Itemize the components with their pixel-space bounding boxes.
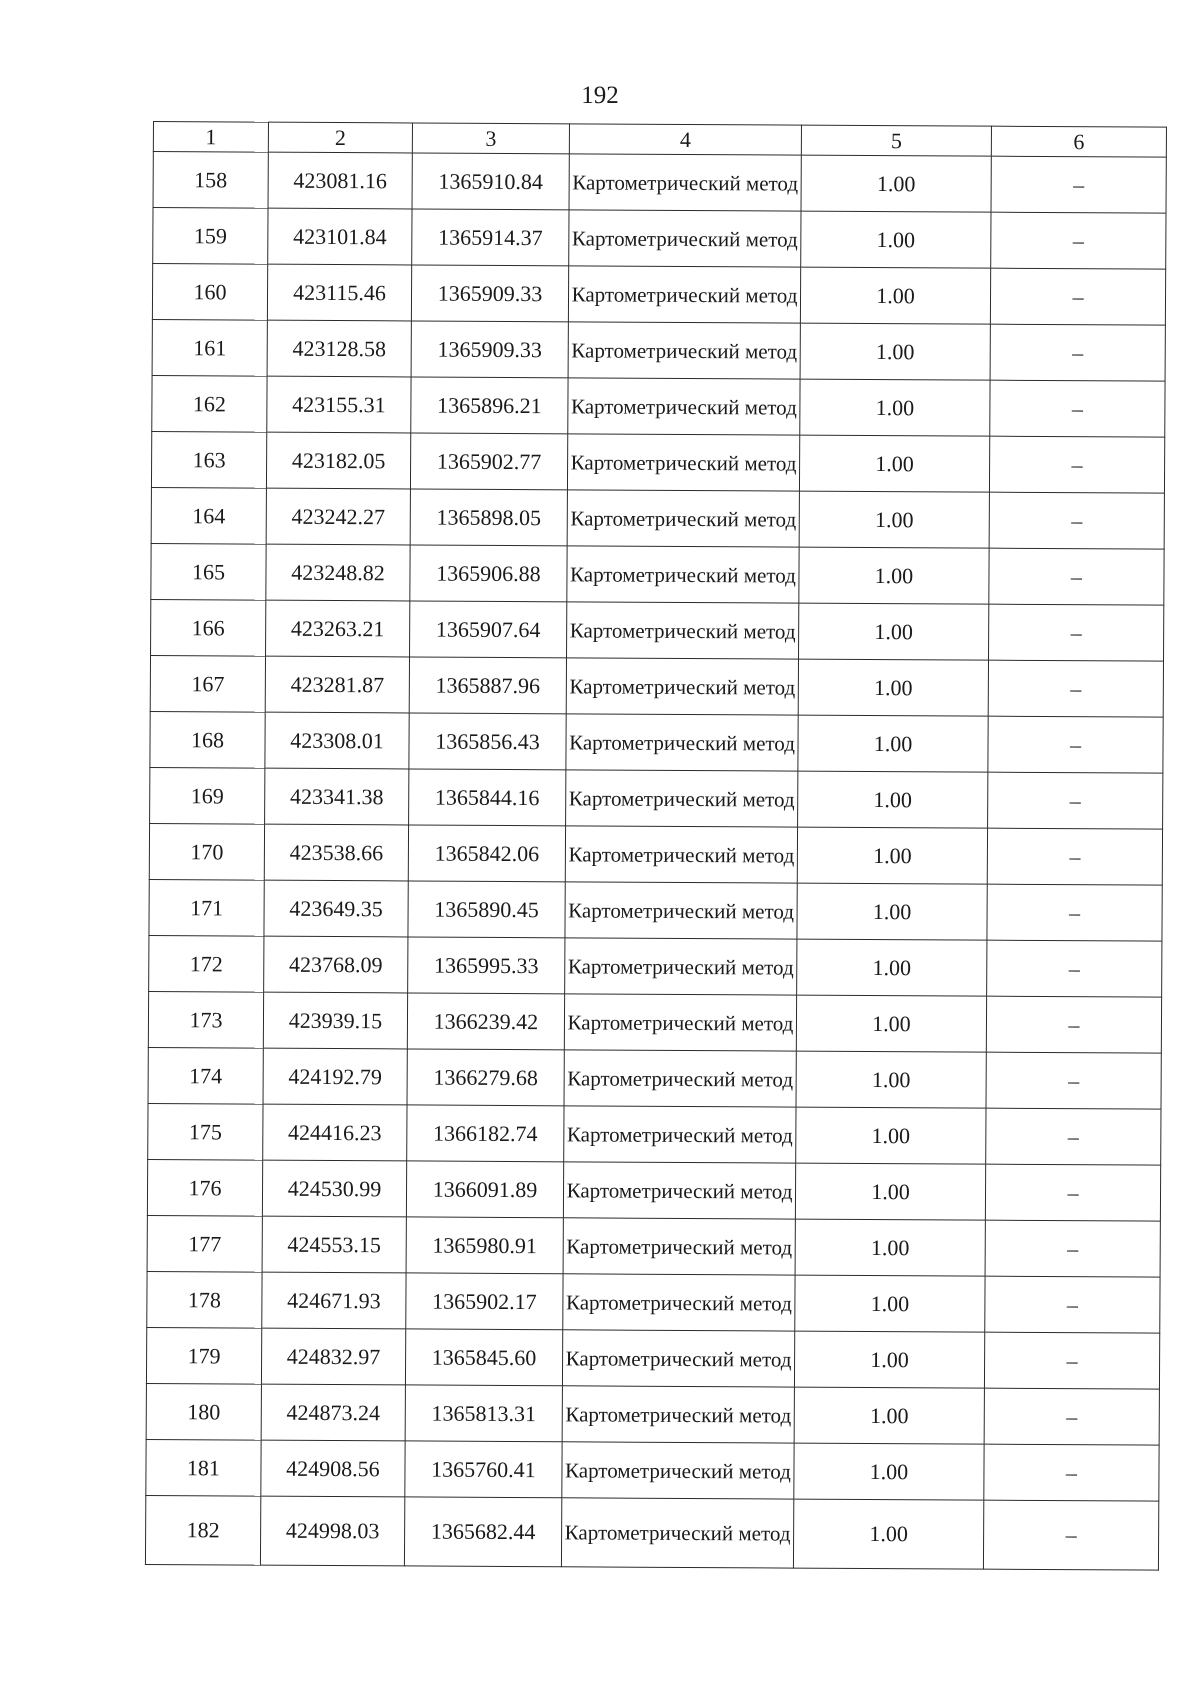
cell-accuracy: 1.00 xyxy=(801,155,991,212)
cell-method: Картометрический метод xyxy=(564,1050,796,1107)
cell-x-coordinate: 424998.03 xyxy=(260,1496,404,1566)
table-row xyxy=(146,1439,1159,1501)
cell-method: Картометрический метод xyxy=(563,1218,795,1275)
table-row xyxy=(149,879,1162,941)
cell-y-coordinate: 1365909.33 xyxy=(411,265,568,322)
cell-y-coordinate: 1365856.43 xyxy=(409,713,566,770)
cell-note: – xyxy=(984,1444,1159,1501)
column-header-3: 3 xyxy=(412,123,569,154)
cell-accuracy: 1.00 xyxy=(795,1275,985,1332)
cell-y-coordinate: 1365907.64 xyxy=(410,601,567,658)
cell-note: – xyxy=(988,772,1163,829)
column-header-6: 6 xyxy=(991,126,1166,157)
cell-x-coordinate: 424832.97 xyxy=(261,1328,405,1385)
cell-note: – xyxy=(985,1276,1160,1333)
cell-point-number: 176 xyxy=(147,1159,262,1216)
cell-method: Картометрический метод xyxy=(563,1162,795,1219)
cell-x-coordinate: 423939.15 xyxy=(263,992,407,1049)
cell-accuracy: 1.00 xyxy=(798,715,988,772)
cell-method: Картометрический метод xyxy=(565,826,797,883)
table-row xyxy=(150,767,1163,829)
table-row xyxy=(151,599,1164,661)
cell-accuracy: 1.00 xyxy=(795,1219,985,1276)
cell-y-coordinate: 1366239.42 xyxy=(407,993,564,1050)
cell-y-coordinate: 1365902.17 xyxy=(406,1273,563,1330)
cell-accuracy: 1.00 xyxy=(797,883,987,940)
cell-accuracy: 1.00 xyxy=(798,771,988,828)
cell-method: Картометрический метод xyxy=(562,1386,794,1443)
table-row xyxy=(152,264,1165,326)
table-row xyxy=(147,1159,1160,1221)
cell-accuracy: 1.00 xyxy=(800,267,990,324)
cell-accuracy: 1.00 xyxy=(796,995,986,1052)
cell-y-coordinate: 1365682.44 xyxy=(404,1497,561,1567)
cell-note: – xyxy=(989,436,1164,493)
cell-x-coordinate: 424416.23 xyxy=(263,1104,407,1161)
cell-method: Картометрический метод xyxy=(566,770,798,827)
table-row xyxy=(150,711,1163,773)
cell-note: – xyxy=(986,996,1161,1053)
cell-x-coordinate: 424553.15 xyxy=(262,1216,406,1273)
cell-accuracy: 1.00 xyxy=(795,1163,985,1220)
cell-method: Картометрический метод xyxy=(562,1330,794,1387)
cell-method: Картометрический метод xyxy=(562,1442,794,1499)
cell-x-coordinate: 423248.82 xyxy=(266,544,410,601)
cell-x-coordinate: 423538.66 xyxy=(264,824,408,881)
cell-x-coordinate: 423101.84 xyxy=(268,208,412,265)
cell-note: – xyxy=(989,548,1164,605)
cell-y-coordinate: 1365813.31 xyxy=(405,1385,562,1442)
cell-accuracy: 1.00 xyxy=(798,659,988,716)
table-row xyxy=(152,375,1165,437)
cell-method: Картометрический метод xyxy=(569,154,801,211)
cell-method: Картометрический метод xyxy=(563,1274,795,1331)
cell-method: Картометрический метод xyxy=(567,602,799,659)
cell-point-number: 173 xyxy=(148,991,263,1048)
cell-y-coordinate: 1365844.16 xyxy=(409,769,566,826)
cell-method: Картометрический метод xyxy=(567,490,799,547)
cell-x-coordinate: 424908.56 xyxy=(261,1440,405,1497)
cell-accuracy: 1.00 xyxy=(801,211,991,268)
cell-x-coordinate: 423182.05 xyxy=(266,432,410,489)
table-row xyxy=(153,208,1166,270)
cell-note: – xyxy=(985,1220,1160,1277)
table-row xyxy=(147,1271,1160,1333)
cell-x-coordinate: 424671.93 xyxy=(262,1272,406,1329)
cell-y-coordinate: 1365906.88 xyxy=(410,545,567,602)
cell-method: Картометрический метод xyxy=(566,714,798,771)
cell-point-number: 161 xyxy=(152,319,267,376)
cell-note: – xyxy=(984,1332,1159,1389)
coordinates-table xyxy=(145,121,1167,1571)
table-row xyxy=(152,319,1165,381)
cell-note: – xyxy=(988,716,1163,773)
cell-note: – xyxy=(990,380,1165,437)
column-header-4: 4 xyxy=(569,124,801,155)
cell-point-number: 178 xyxy=(147,1271,262,1328)
cell-x-coordinate: 423263.21 xyxy=(266,600,410,657)
cell-note: – xyxy=(983,1500,1158,1570)
column-header-5: 5 xyxy=(801,125,991,156)
cell-y-coordinate: 1365896.21 xyxy=(411,377,568,434)
cell-method: Картометрический метод xyxy=(566,658,798,715)
cell-point-number: 172 xyxy=(149,935,264,992)
cell-note: – xyxy=(987,884,1162,941)
cell-method: Картометрический метод xyxy=(568,266,800,323)
cell-method: Картометрический метод xyxy=(569,210,801,267)
cell-y-coordinate: 1365760.41 xyxy=(405,1441,562,1498)
cell-accuracy: 1.00 xyxy=(793,1499,983,1569)
cell-note: – xyxy=(990,324,1165,381)
cell-accuracy: 1.00 xyxy=(799,603,989,660)
cell-y-coordinate: 1365890.45 xyxy=(408,881,565,938)
cell-point-number: 167 xyxy=(150,655,265,712)
cell-note: – xyxy=(989,604,1164,661)
column-header-1: 1 xyxy=(153,122,268,153)
table-row xyxy=(153,152,1166,214)
cell-point-number: 160 xyxy=(152,264,267,321)
cell-note: – xyxy=(987,940,1162,997)
table-row xyxy=(147,1215,1160,1277)
cell-x-coordinate: 424873.24 xyxy=(261,1384,405,1441)
cell-method: Картометрический метод xyxy=(568,322,800,379)
cell-method: Картометрический метод xyxy=(561,1498,793,1568)
cell-accuracy: 1.00 xyxy=(794,1443,984,1500)
cell-point-number: 169 xyxy=(150,767,265,824)
page-number: 192 xyxy=(581,82,619,109)
column-header-2: 2 xyxy=(268,122,412,153)
table-row xyxy=(148,991,1161,1053)
cell-x-coordinate: 423649.35 xyxy=(264,880,408,937)
cell-note: – xyxy=(988,660,1163,717)
cell-y-coordinate: 1365909.33 xyxy=(411,321,568,378)
cell-note: – xyxy=(990,268,1165,325)
cell-x-coordinate: 423281.87 xyxy=(265,656,409,713)
cell-y-coordinate: 1366182.74 xyxy=(407,1105,564,1162)
cell-accuracy: 1.00 xyxy=(796,1107,986,1164)
cell-y-coordinate: 1365842.06 xyxy=(408,825,565,882)
cell-y-coordinate: 1365910.84 xyxy=(412,153,569,210)
cell-y-coordinate: 1365898.05 xyxy=(410,489,567,546)
cell-y-coordinate: 1365980.91 xyxy=(406,1217,563,1274)
table-row xyxy=(145,1495,1158,1570)
cell-x-coordinate: 424530.99 xyxy=(262,1160,406,1217)
cell-y-coordinate: 1365914.37 xyxy=(412,209,569,266)
cell-y-coordinate: 1365887.96 xyxy=(409,657,566,714)
cell-point-number: 163 xyxy=(151,431,266,488)
table-row xyxy=(146,1383,1159,1445)
table-row xyxy=(149,935,1162,997)
cell-accuracy: 1.00 xyxy=(796,1051,986,1108)
cell-method: Картометрический метод xyxy=(568,378,800,435)
cell-x-coordinate: 423768.09 xyxy=(264,936,408,993)
table-row xyxy=(151,543,1164,605)
cell-point-number: 177 xyxy=(147,1215,262,1272)
cell-x-coordinate: 423081.16 xyxy=(268,152,412,209)
cell-note: – xyxy=(985,1164,1160,1221)
cell-x-coordinate: 423242.27 xyxy=(266,488,410,545)
cell-point-number: 168 xyxy=(150,711,265,768)
cell-note: – xyxy=(991,156,1166,213)
cell-point-number: 175 xyxy=(148,1103,263,1160)
cell-accuracy: 1.00 xyxy=(800,379,990,436)
cell-y-coordinate: 1366091.89 xyxy=(406,1161,563,1218)
cell-note: – xyxy=(984,1388,1159,1445)
cell-y-coordinate: 1365902.77 xyxy=(410,433,567,490)
cell-point-number: 182 xyxy=(145,1495,260,1565)
cell-accuracy: 1.00 xyxy=(794,1331,984,1388)
cell-accuracy: 1.00 xyxy=(799,435,989,492)
cell-y-coordinate: 1365845.60 xyxy=(405,1329,562,1386)
cell-point-number: 180 xyxy=(146,1383,261,1440)
cell-point-number: 179 xyxy=(146,1327,261,1384)
cell-accuracy: 1.00 xyxy=(799,547,989,604)
cell-method: Картометрический метод xyxy=(565,938,797,995)
cell-note: – xyxy=(986,1108,1161,1165)
cell-note: – xyxy=(989,492,1164,549)
cell-method: Картометрический метод xyxy=(564,994,796,1051)
table-body xyxy=(145,152,1166,1571)
table-row xyxy=(150,655,1163,717)
cell-accuracy: 1.00 xyxy=(800,323,990,380)
cell-point-number: 171 xyxy=(149,879,264,936)
cell-note: – xyxy=(986,1052,1161,1109)
cell-x-coordinate: 423341.38 xyxy=(265,768,409,825)
cell-point-number: 164 xyxy=(151,487,266,544)
cell-accuracy: 1.00 xyxy=(797,939,987,996)
table-row xyxy=(148,1103,1161,1165)
table-row xyxy=(146,1327,1159,1389)
cell-point-number: 159 xyxy=(153,208,268,265)
cell-point-number: 158 xyxy=(153,152,268,209)
cell-note: – xyxy=(987,828,1162,885)
cell-point-number: 181 xyxy=(146,1439,261,1496)
cell-x-coordinate: 423155.31 xyxy=(267,376,411,433)
table-row xyxy=(151,487,1164,549)
table-row xyxy=(149,823,1162,885)
cell-point-number: 165 xyxy=(151,543,266,600)
table-row xyxy=(151,431,1164,493)
cell-method: Картометрический метод xyxy=(565,882,797,939)
table-row xyxy=(148,1047,1161,1109)
cell-method: Картометрический метод xyxy=(564,1106,796,1163)
cell-point-number: 166 xyxy=(151,599,266,656)
cell-point-number: 174 xyxy=(148,1047,263,1104)
cell-accuracy: 1.00 xyxy=(794,1387,984,1444)
cell-method: Картометрический метод xyxy=(567,434,799,491)
cell-x-coordinate: 423308.01 xyxy=(265,712,409,769)
cell-note: – xyxy=(991,212,1166,269)
cell-point-number: 170 xyxy=(149,823,264,880)
cell-x-coordinate: 424192.79 xyxy=(263,1048,407,1105)
cell-accuracy: 1.00 xyxy=(797,827,987,884)
cell-y-coordinate: 1365995.33 xyxy=(408,937,565,994)
cell-method: Картометрический метод xyxy=(567,546,799,603)
cell-x-coordinate: 423115.46 xyxy=(267,264,411,321)
cell-accuracy: 1.00 xyxy=(799,491,989,548)
cell-y-coordinate: 1366279.68 xyxy=(407,1049,564,1106)
coordinates-table-wrapper xyxy=(145,121,1166,1589)
cell-x-coordinate: 423128.58 xyxy=(267,320,411,377)
cell-point-number: 162 xyxy=(152,375,267,432)
